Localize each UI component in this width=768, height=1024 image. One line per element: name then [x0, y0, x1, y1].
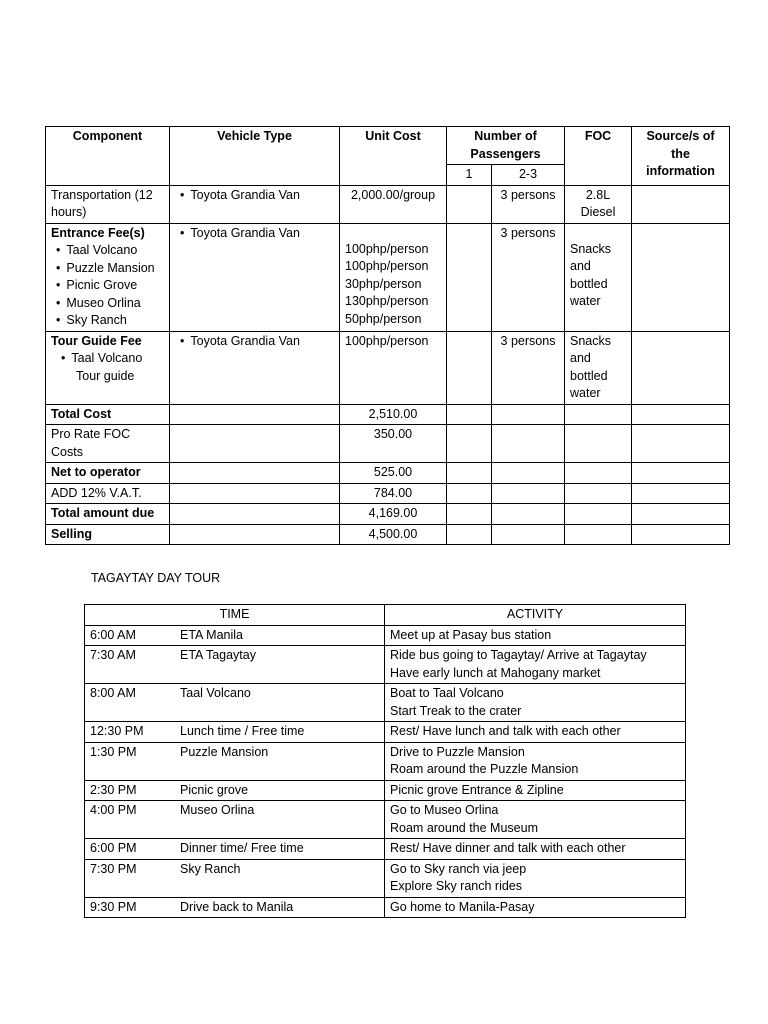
foc-value: Snacks and bottled water [565, 223, 632, 331]
cost-table [45, 126, 730, 545]
itinerary-place: Picnic grove [180, 782, 249, 797]
totals-value: 350.00 [340, 425, 447, 463]
itinerary-place: ETA Manila [180, 627, 243, 642]
header-time: TIME [85, 605, 385, 626]
entrance-cost: 100php/person [345, 259, 429, 273]
pax-count: 3 persons [492, 331, 565, 404]
tour-title: TAGAYTAY DAY TOUR [91, 571, 221, 585]
vehicle-type: • Toyota Grandia Van [175, 225, 334, 243]
pax-count: 3 persons [492, 185, 565, 223]
pax-count: 3 persons [492, 223, 565, 331]
itinerary-time: 7:30 PM [90, 861, 137, 876]
itinerary-time: 7:30 AM [90, 648, 136, 662]
totals-value: 784.00 [340, 483, 447, 504]
totals-label: Total amount due [46, 504, 170, 525]
itinerary-activity: Picnic grove Entrance & Zipline [385, 780, 686, 801]
totals-label: ADD 12% V.A.T. [46, 483, 170, 504]
totals-row [46, 404, 730, 425]
itinerary-activity: Rest/ Have dinner and talk with each other [385, 839, 686, 860]
itinerary-place: Puzzle Mansion [180, 744, 269, 759]
itinerary-activity: Rest/ Have lunch and talk with each other [385, 722, 686, 743]
itinerary-place: Lunch time / Free time [180, 724, 305, 738]
foc-value: Snacks and bottled water [565, 331, 632, 404]
unit-cost: 2,000.00/group [340, 185, 447, 223]
itinerary-time: 6:00 PM [90, 841, 137, 855]
itinerary-row [85, 839, 686, 860]
itinerary-time: 9:30 PM [90, 899, 137, 914]
totals-value: 525.00 [340, 463, 447, 484]
header-pax-1: 1 [447, 165, 492, 186]
totals-row [46, 524, 730, 545]
header-activity: ACTIVITY [385, 605, 686, 626]
entrance-cost: 50php/person [345, 311, 422, 326]
totals-row [46, 504, 730, 525]
header-passengers: Number of Passengers [447, 127, 565, 165]
itinerary-place: Museo Orlina [180, 803, 255, 817]
itinerary-row [85, 897, 686, 918]
itinerary-row [85, 646, 686, 684]
itinerary-row [85, 742, 686, 780]
totals-row [46, 463, 730, 484]
itinerary-time: 8:00 AM [90, 686, 136, 700]
itinerary-time: 12:30 PM [90, 724, 144, 738]
entrance-item: • Puzzle Mansion [56, 260, 164, 278]
tour-guide-row [46, 331, 730, 404]
itinerary-row [85, 684, 686, 722]
transportation-row [46, 185, 730, 223]
itinerary-row [85, 722, 686, 743]
header-sources: Source/s of the information [632, 127, 730, 186]
entrance-item: • Museo Orlina [56, 295, 164, 313]
foc-value: 2.8L Diesel [565, 185, 632, 223]
itinerary-row [85, 801, 686, 839]
itinerary-activity: Go to Museo Orlina Roam around the Museum [385, 801, 686, 839]
entrance-item: • Taal Volcano [56, 242, 164, 260]
itinerary-activity: Meet up at Pasay bus station [385, 625, 686, 646]
itinerary-activity: Go to Sky ranch via jeep Explore Sky ranch rides [385, 859, 686, 897]
totals-label: Total Cost [46, 404, 170, 425]
tour-guide-item: • Taal Volcano Tour guide [61, 350, 164, 385]
itinerary-row [85, 780, 686, 801]
itinerary-time: 4:00 PM [90, 803, 137, 817]
totals-row [46, 483, 730, 504]
itinerary-time: 1:30 PM [90, 744, 137, 759]
entrance-cost: 30php/person [345, 276, 422, 291]
entrance-cost: 100php/person [345, 241, 429, 256]
header-vehicle-type: Vehicle Type [170, 127, 340, 186]
itinerary-time: 2:30 PM [90, 782, 137, 797]
unit-cost: 100php/person [340, 331, 447, 404]
totals-value: 4,169.00 [340, 504, 447, 525]
entrance-fee-row [46, 223, 730, 331]
itinerary-activity: Drive to Puzzle Mansion Roam around the Puzzle Mansion [385, 742, 686, 780]
totals-label: Net to operator [46, 463, 170, 484]
header-pax-2-3: 2-3 [492, 165, 565, 186]
itinerary-activity: Boat to Taal Volcano Start Treak to the crater [385, 684, 686, 722]
entrance-item: • Picnic Grove [56, 277, 164, 295]
totals-row [46, 425, 730, 463]
itinerary-place: ETA Tagaytay [180, 648, 256, 662]
vehicle-type: • Toyota Grandia Van [175, 187, 334, 205]
itinerary-time: 6:00 AM [90, 627, 136, 642]
vehicle-type: • Toyota Grandia Van [175, 333, 334, 351]
entrance-fee-label: Entrance Fee(s) [51, 225, 145, 240]
itinerary-activity: Go home to Manila-Pasay [385, 897, 686, 918]
itinerary-row [85, 859, 686, 897]
header-unit-cost: Unit Cost [340, 127, 447, 186]
itinerary-activity: Ride bus going to Tagaytay/ Arrive at Tagaytay Have early lunch at Mahogany market [385, 646, 686, 684]
totals-value: 4,500.00 [340, 524, 447, 545]
itinerary-place: Sky Ranch [180, 861, 241, 876]
itinerary-place: Dinner time/ Free time [180, 841, 304, 855]
itinerary-place: Drive back to Manila [180, 899, 294, 914]
itinerary-place: Taal Volcano [180, 686, 251, 700]
transportation-label: Transportation (12 hours) [46, 185, 170, 223]
totals-value: 2,510.00 [340, 404, 447, 425]
totals-label: Pro Rate FOC Costs [46, 425, 170, 463]
header-foc: FOC [565, 127, 632, 186]
totals-label: Selling [46, 524, 170, 545]
entrance-item: • Sky Ranch [56, 312, 164, 330]
entrance-cost: 130php/person [345, 294, 429, 308]
itinerary-table [84, 604, 686, 918]
tour-guide-label: Tour Guide Fee [51, 333, 142, 348]
header-component: Component [46, 127, 170, 186]
itinerary-row [85, 625, 686, 646]
